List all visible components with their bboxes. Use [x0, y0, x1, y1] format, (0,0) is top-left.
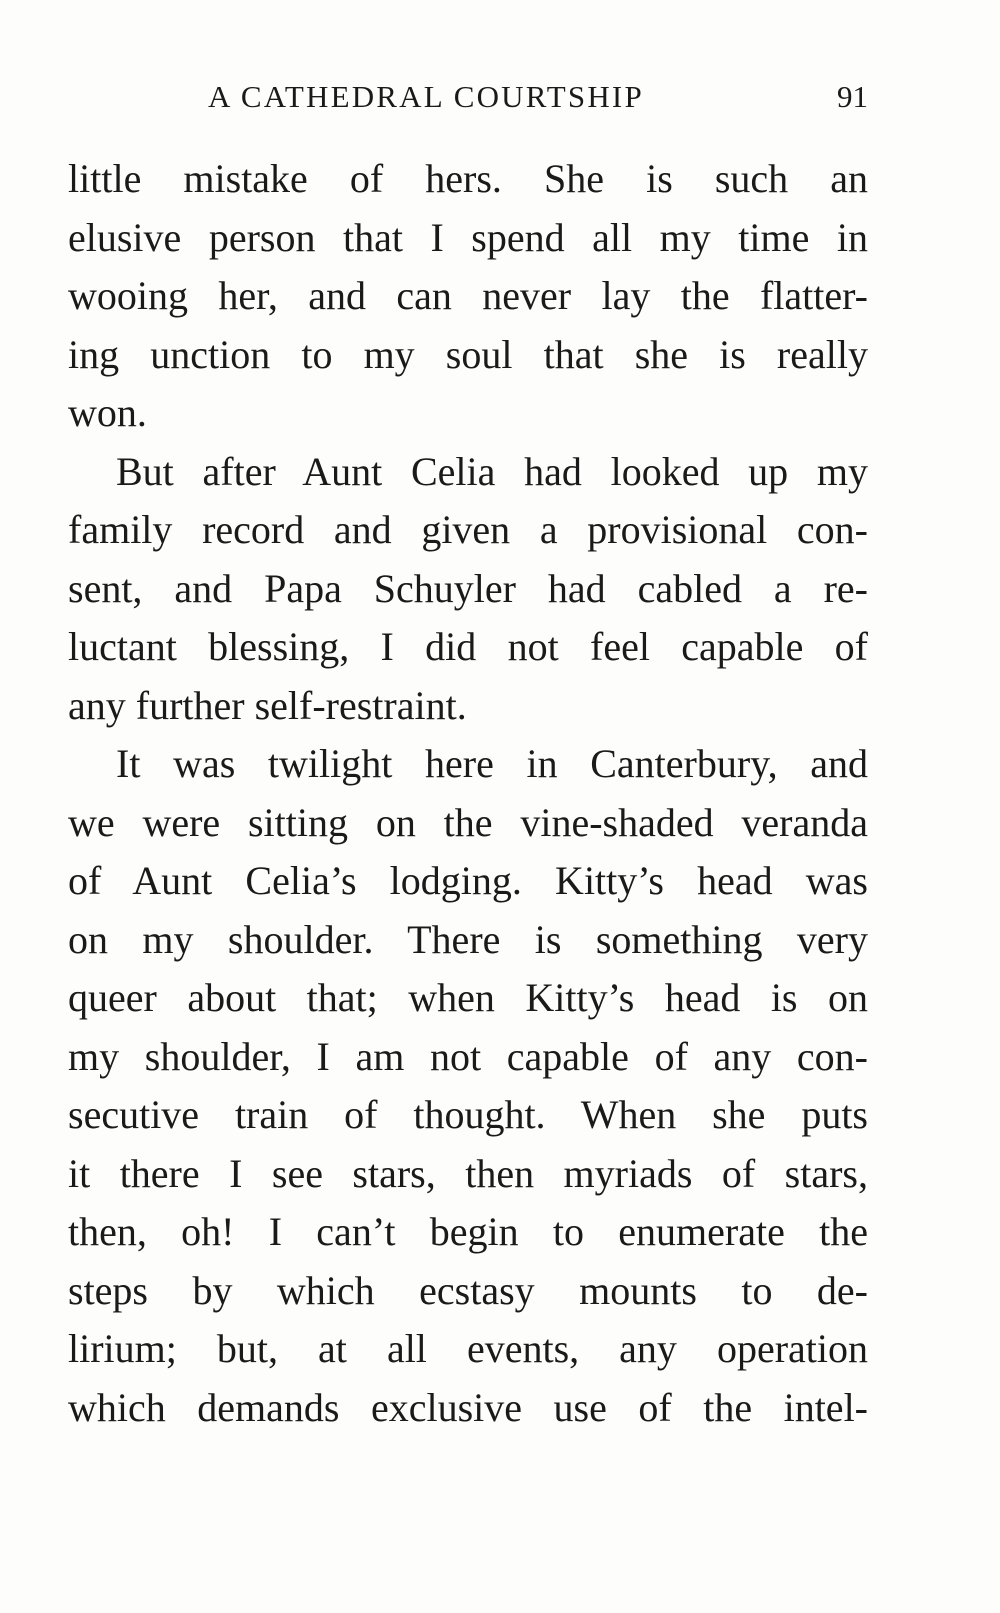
text-line: which demands exclusive use of the intel- — [68, 1384, 868, 1430]
text-line: It was twilight here in Canterbury, and — [116, 741, 868, 786]
page-number: 91 — [837, 79, 868, 114]
text-line: my shoulder, I am not capable of any con- — [68, 1033, 868, 1079]
text-line: any further self-restraint. — [68, 682, 467, 728]
text-line: then, oh! I can’t begin to enumerate the — [68, 1209, 868, 1254]
text-line: ing unction to my soul that she is really — [68, 331, 868, 377]
body-text — [68, 150, 868, 1437]
text-line: But after Aunt Celia had looked up my — [116, 448, 868, 494]
text-line: secutive train of thought. When she puts — [68, 1092, 868, 1137]
text-line: we were sitting on the vine-shaded veranda — [68, 799, 868, 845]
text-line: little mistake of hers. She is such an — [68, 156, 868, 201]
text-line: lirium; but, at all events, any operation — [68, 1326, 868, 1371]
text-line: wooing her, and can never lay the flatter- — [68, 273, 868, 318]
text-line: on my shoulder. There is something very — [68, 916, 868, 962]
text-line: steps by which ecstasy mounts to de- — [68, 1267, 868, 1313]
text-line: won. — [68, 390, 147, 435]
text-line: sent, and Papa Schuyler had cabled a re- — [68, 565, 868, 611]
text-line: family record and given a provisional con- — [68, 507, 868, 552]
text-line: queer about that; when Kitty’s head is on — [68, 975, 868, 1020]
text-line: of Aunt Celia’s lodging. Kitty’s head was — [68, 858, 868, 903]
text-line: elusive person that I spend all my time in — [68, 214, 868, 260]
running-head — [68, 72, 868, 122]
running-title: A CATHEDRAL COURTSHIP — [208, 79, 644, 114]
text-line: luctant blessing, I did not feel capable of — [68, 624, 868, 669]
text-line: it there I see stars, then myriads of stars, — [68, 1150, 868, 1196]
